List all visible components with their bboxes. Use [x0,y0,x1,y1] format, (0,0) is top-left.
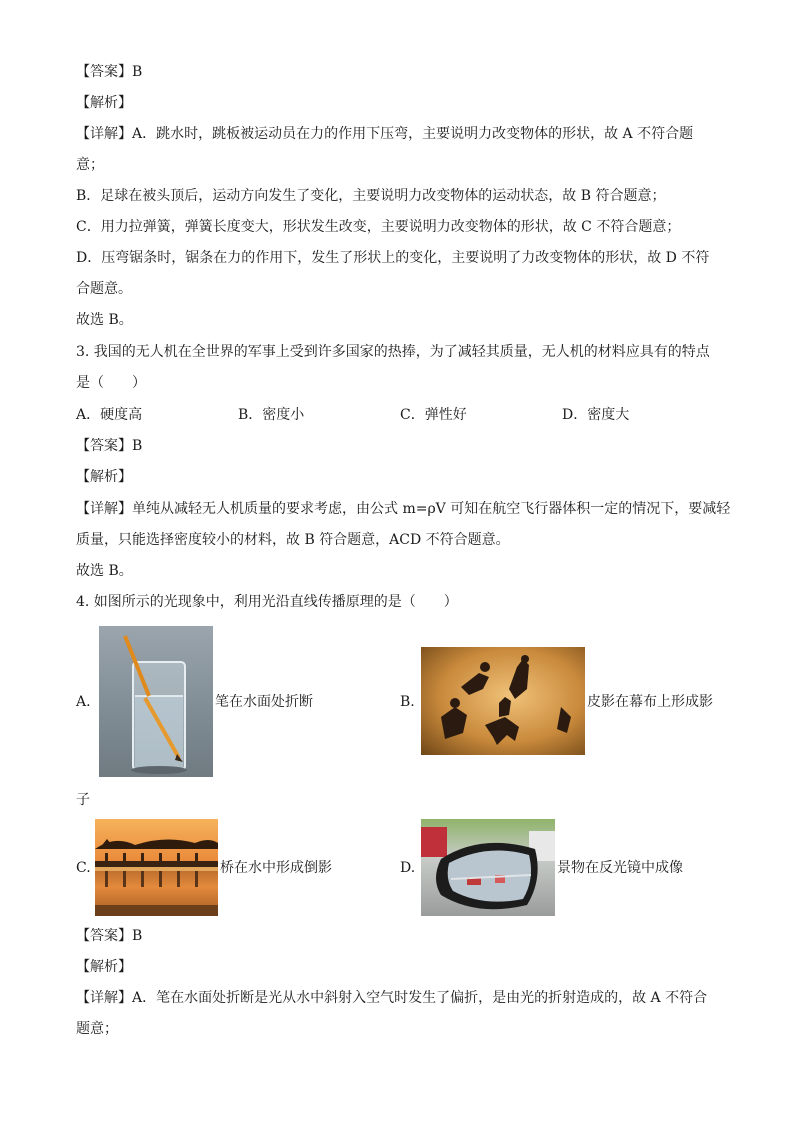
q3-option-b: B．密度小 [238,407,305,423]
q3-answer: 【答案】B [76,438,143,454]
q4-option-b-letter: B. [400,694,415,710]
answer-label: 【答案】B [76,64,143,80]
q4-detail: 题意； [76,1021,118,1037]
detail-line: C．用力拉弹簧，弹簧长度变大，形状发生改变，主要说明力改变物体的形状，故 C 不符合题意； [76,219,681,235]
conclusion-line: 故选 B。 [76,312,133,328]
question-3-stem: 3. 我国的无人机在全世界的军事上受到许多国家的热捧，为了减轻其质量，无人机的材料应具有的特点 [76,344,710,360]
q4-answer: 【答案】B [76,928,143,944]
detail-line: D．压弯锯条时，锯条在力的作用下，发生了形状上的变化，主要说明了力改变物体的形状，故 D 不符 [76,250,710,266]
q4-detail: 【详解】A．笔在水面处折断是光从水中斜射入空气时发生了偏折，是由光的折射造成的，故 A 不符合 [76,990,708,1006]
detail-line: B．足球在被头顶后，运动方向发生了变化，主要说明力改变物体的运动状态，故 B 符合题意； [76,188,666,204]
detail-line: 【详解】A．跳水时，跳板被运动员在力的作用下压弯，主要说明力改变物体的形状，故 A 不符合题 [76,126,694,142]
q4-option-b-caption: 皮影在幕布上形成影 [587,694,713,710]
detail-line: 合题意。 [76,281,132,297]
shadow-puppet-image [421,647,585,755]
q4-option-d-letter: D. [400,860,416,876]
q4-option-a-caption: 笔在水面处折断 [215,694,313,710]
pencil-in-water-image [99,626,213,777]
q4-analysis: 【解析】 [76,959,132,975]
q4-option-c-caption: 桥在水中形成倒影 [220,860,332,876]
q3-detail: 质量，只能选择密度较小的材料，故 B 符合题意，ACD 不符合题意。 [76,532,510,548]
q4-option-c-letter: C. [76,860,91,876]
analysis-label: 【解析】 [76,95,132,111]
bridge-reflection-image [95,819,218,916]
q3-option-d: D．密度大 [562,407,630,423]
q3-option-c: C．弹性好 [400,407,467,423]
q3-conclusion: 故选 B。 [76,563,133,579]
question-3-stem-cont: 是（ ） [76,375,146,391]
side-mirror-image [421,819,555,916]
q3-analysis: 【解析】 [76,469,132,485]
question-4-stem: 4. 如图所示的光现象中，利用光沿直线传播原理的是（ ） [76,594,458,610]
detail-line: 意； [76,157,104,173]
q4-option-b-caption-wrap: 子 [76,792,90,808]
q3-option-a: A．硬度高 [76,407,143,423]
q4-option-d-caption: 景物在反光镜中成像 [557,860,683,876]
q3-detail: 【详解】单纯从减轻无人机质量的要求考虑，由公式 m=ρV 可知在航空飞行器体积一定的情况下，要减轻 [76,501,731,517]
q4-option-a-letter: A. [76,694,91,710]
